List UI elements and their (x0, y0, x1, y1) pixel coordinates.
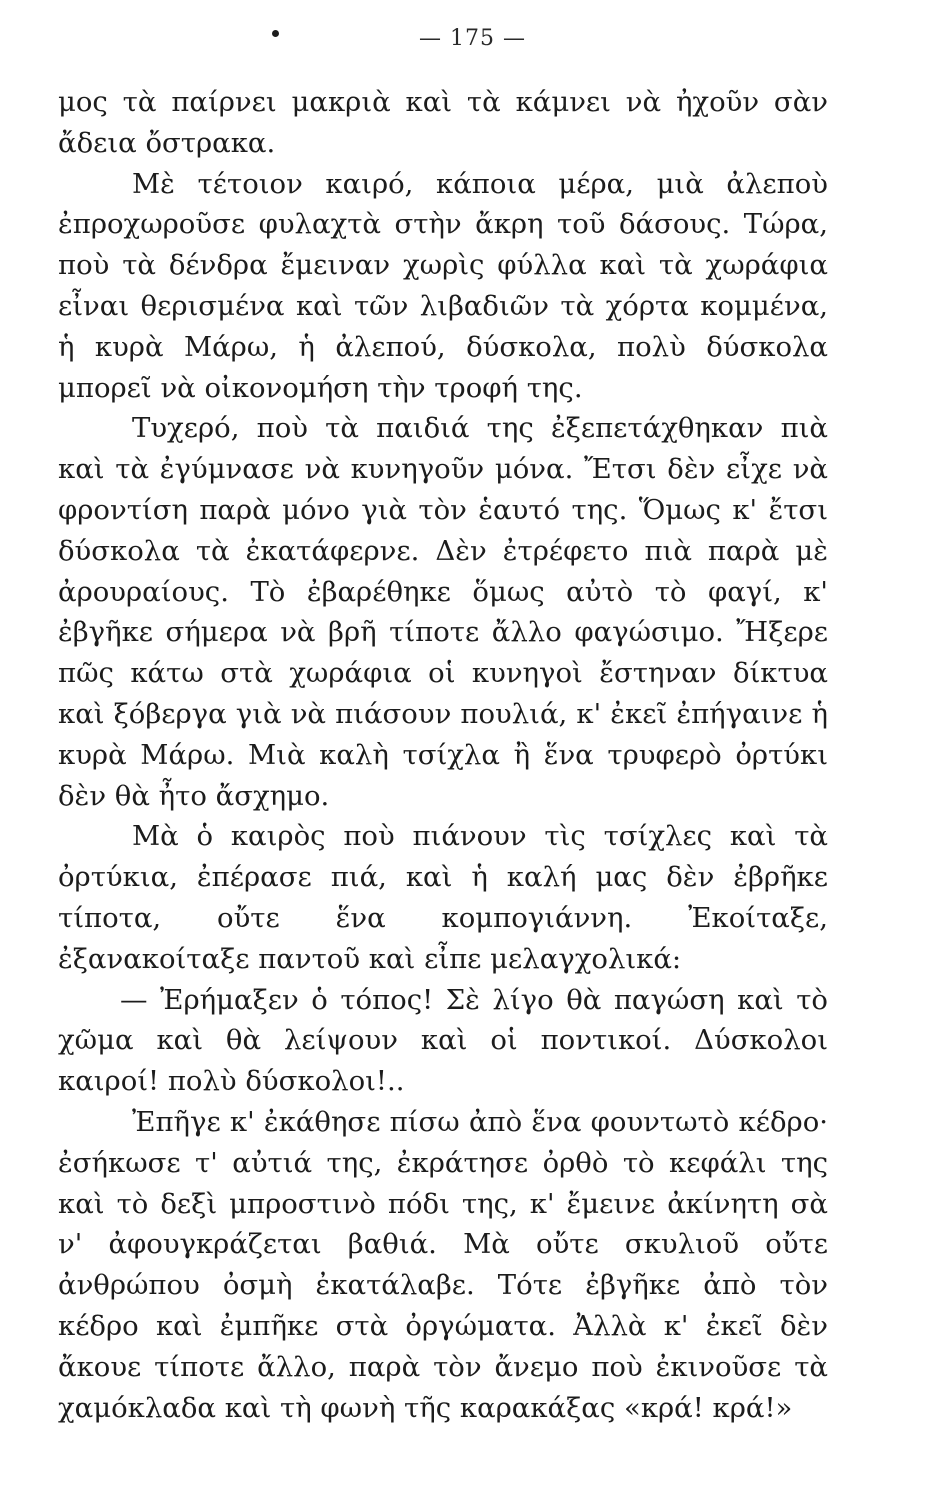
text-body (58, 82, 828, 1428)
paragraph-5-dialogue: — Ἐρήμαξεν ὁ τόπος! Σὲ λίγο θὰ παγώση καὶ τὸ χῶμα καὶ θὰ λείψουν καὶ οἱ ποντικοί. Δύσκολοι καιροί! πολὺ δύσκολοι!.. (58, 983, 828, 1098)
paragraph-2: Μὲ τέτοιον καιρό, κάποια μέρα, μιὰ ἀλεποὺ ἐπροχωροῦσε φυλαχτὰ στὴν ἄκρη τοῦ δάσους. Τώρα, ποὺ τὰ δένδρα ἔμειναν χωρὶς φύλλα καὶ τὰ χωράφια εἶναι θερισμένα καὶ τῶν λιβαδιῶν τὰ χόρτα κομμένα, ἡ κυρὰ Μάρω, ἡ ἀλεπού, δύσκολα, πολὺ δύσκολα μπορεῖ νὰ οἰκονομήση τὴν τροφή της. (58, 167, 828, 404)
paragraph-1: μος τὰ παίρνει μακριὰ καὶ τὰ κάμνει νὰ ἠχοῦν σὰν ἄδεια ὄστρακα. (58, 86, 828, 159)
paragraph-4: Μὰ ὁ καιρὸς ποὺ πιάνουν τὶς τσίχλες καὶ τὰ ὀρτύκια, ἐπέρασε πιά, καὶ ἡ καλή μας δὲν ἐβρῆκε τίποτα, οὔτε ἕνα κομπογιάννη. Ἐκοίταξε, ἐξανακοίταξε παντοῦ καὶ εἶπε μελαγχολικά: (58, 820, 828, 975)
paragraph-3: Τυχερό, ποὺ τὰ παιδιά της ἐξεπετάχθηκαν πιὰ καὶ τὰ ἐγύμνασε νὰ κυνηγοῦν μόνα. Ἔτσι δὲν εἶχε νὰ φροντίση παρὰ μόνο γιὰ τὸν ἑαυτό της. Ὅμως κ' ἔτσι δύσκολα τὰ ἐκατάφερνε. Δὲν ἐτρέφετο πιὰ παρὰ μὲ ἀρουραίους. Τὸ ἐβαρέθηκε ὅμως αὐτὸ τὸ φαγί, κ' ἐβγῆκε σήμερα νὰ βρῆ τίποτε ἄλλο φαγώσιμο. Ἤξερε πῶς κάτω στὰ χωράφια οἱ κυνηγοὶ ἔστηναν δίκτυα καὶ ξόβεργα γιὰ νὰ πιάσουν πουλιά, κ' ἐκεῖ ἐπήγαινε ἡ κυρὰ Μάρω. Μιὰ καλὴ τσίχλα ἢ ἕνα τρυφερὸ ὀρτύκι δὲν θὰ ἦτο ἄσχημο. (58, 412, 828, 812)
page-number: — 175 — (419, 26, 526, 51)
paragraph-6: Ἐπῆγε κ' ἐκάθησε πίσω ἀπὸ ἕνα φουντωτὸ κέδρο· ἐσήκωσε τ' αὐτιά της, ἐκράτησε ὀρθὸ τὸ κεφάλι της καὶ τὸ δεξὶ μπροστινὸ πόδι της, κ' ἔμεινε ἀκίνητη σὰ ν' ἀφουγκράζεται βαθιά. Μὰ οὔτε σκυλιοῦ οὔτε ἀνθρώπου ὀσμὴ ἐκατάλαβε. Τότε ἐβγῆκε ἀπὸ τὸν κέδρο καὶ ἐμπῆκε στὰ ὀργώματα. Ἀλλὰ κ' ἐκεῖ δὲν ἄκουε τίποτε ἄλλο, παρὰ τὸν ἄνεμο ποὺ ἐκινοῦσε τὰ χαμόκλαδα καὶ τὴ φωνὴ τῆς καρακάξας «κρά! κρά!» (58, 1105, 828, 1424)
